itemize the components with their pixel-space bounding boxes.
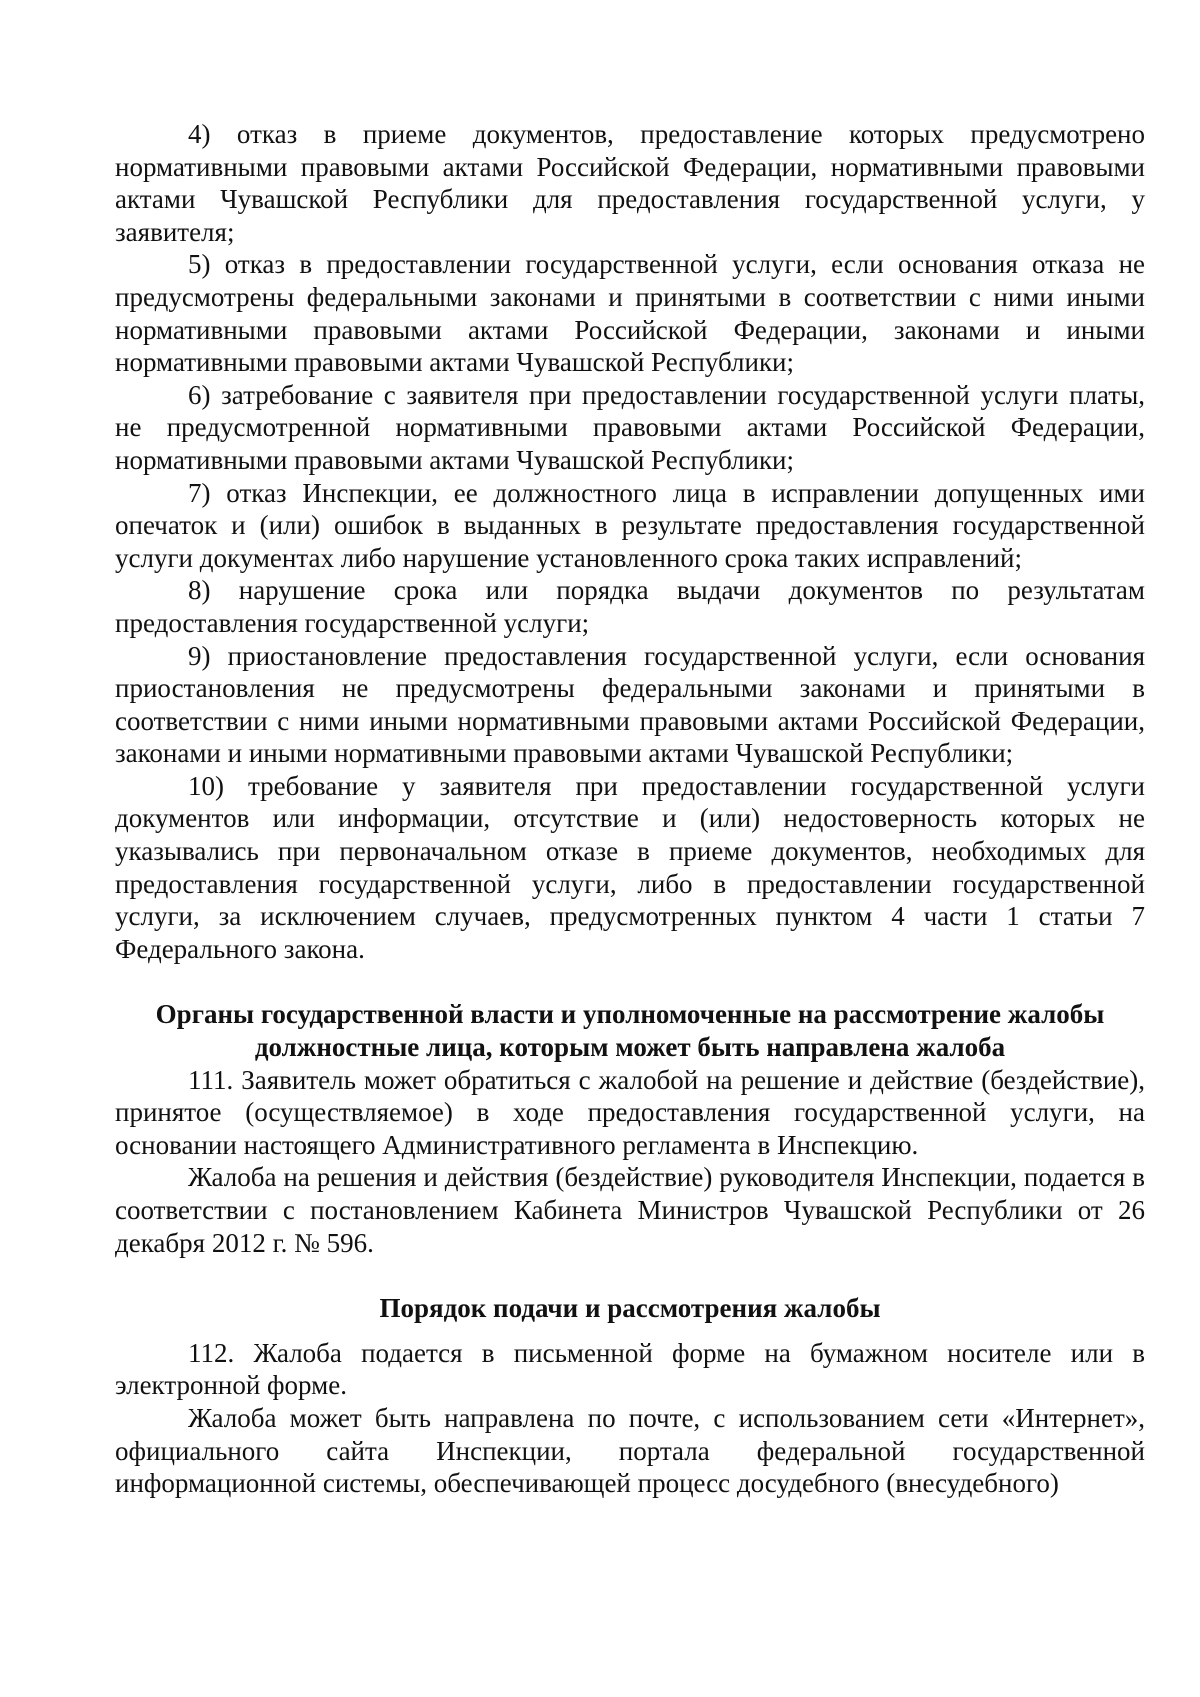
item-8: 8) нарушение срока или порядка выдачи документов по результатам предоставления государственной услуги; <box>115 575 1145 638</box>
document-page <box>115 118 1145 1500</box>
paragraph-111: 111. Заявитель может обратиться с жалобой на решение и действие (бездействие), принятое (осуществляемое) в ходе предоставления государственной услуги, на основании настоящего Административного регламента в Инспекцию. <box>115 1064 1145 1160</box>
paragraph-complaint-head: Жалоба на решения и действия (бездействие) руководителя Инспекции, подается в соответствии с постановлением Кабинета Министров Чувашской Республики от 26 декабря 2012 г. № 596. <box>115 1162 1145 1258</box>
section-heading-procedure: Порядок подачи и рассмотрения жалобы <box>379 1293 881 1324</box>
item-6: 6) затребование с заявителя при предоставлении государственной услуги платы, не предусмотренной нормативными правовыми актами Российской Федерации, нормативными правовыми актами Чувашской Республики; <box>115 379 1145 475</box>
paragraph-complaint-channels: Жалоба может быть направлена по почте, с использованием сети «Интернет», официального сайта Инспекции, портала федеральной государственной информационной системы, обеспечивающей процесс досудебного (внесудебного) <box>115 1402 1145 1499</box>
item-5: 5) отказ в предоставлении государственной услуги, если основания отказа не предусмотрены федеральными законами и принятыми в соответствии с ними иными нормативными правовыми актами Российской Федерации, законами и иными нормативными правовыми актами Чувашской Республики; <box>115 249 1145 378</box>
paragraph-112: 112. Жалоба подается в письменной форме на бумажном носителе или в электронной форме. <box>115 1337 1145 1401</box>
item-4: 4) отказ в приеме документов, предоставление которых предусмотрено нормативными правовыми актами Российской Федерации, нормативными правовыми актами Чувашской Республики для предоставления государственной услуги, у заявителя; <box>115 119 1145 247</box>
item-10: 10) требование у заявителя при предоставлении государственной услуги документов или информации, отсутствие и (или) недостоверность которых не указывались при первоначальном отказе в приеме документов, необходимых для предоставления государственной услуги, либо в предоставлении государственной услуги, за исключением случаев, предусмотренных пунктом 4 части 1 статьи 7 Федерального закона. <box>115 770 1145 964</box>
heading-line-1: Органы государственной власти и уполномоченные на рассмотрение жалобы <box>155 999 1105 1030</box>
section-heading-authorities <box>115 998 1145 1063</box>
section-spacer <box>115 965 1145 998</box>
item-9: 9) приостановление предоставления государственной услуги, если основания приостановления не предусмотрены федеральными законами и принятыми в соответствии с ними иными нормативными правовыми актами Российской Федерации, законами и иными нормативными правовыми актами Чувашской Республики; <box>115 640 1145 769</box>
heading-line-2: должностные лица, которым может быть направлена жалоба <box>254 1032 1006 1063</box>
heading-spacer <box>115 1325 1145 1337</box>
item-7: 7) отказ Инспекции, ее должностного лица в исправлении допущенных ими опечаток и (или) ошибок в выданных в результате предоставления государственной услуги документах либо нарушение установленного срока таких исправлений; <box>115 477 1145 573</box>
section-spacer <box>115 1259 1145 1292</box>
